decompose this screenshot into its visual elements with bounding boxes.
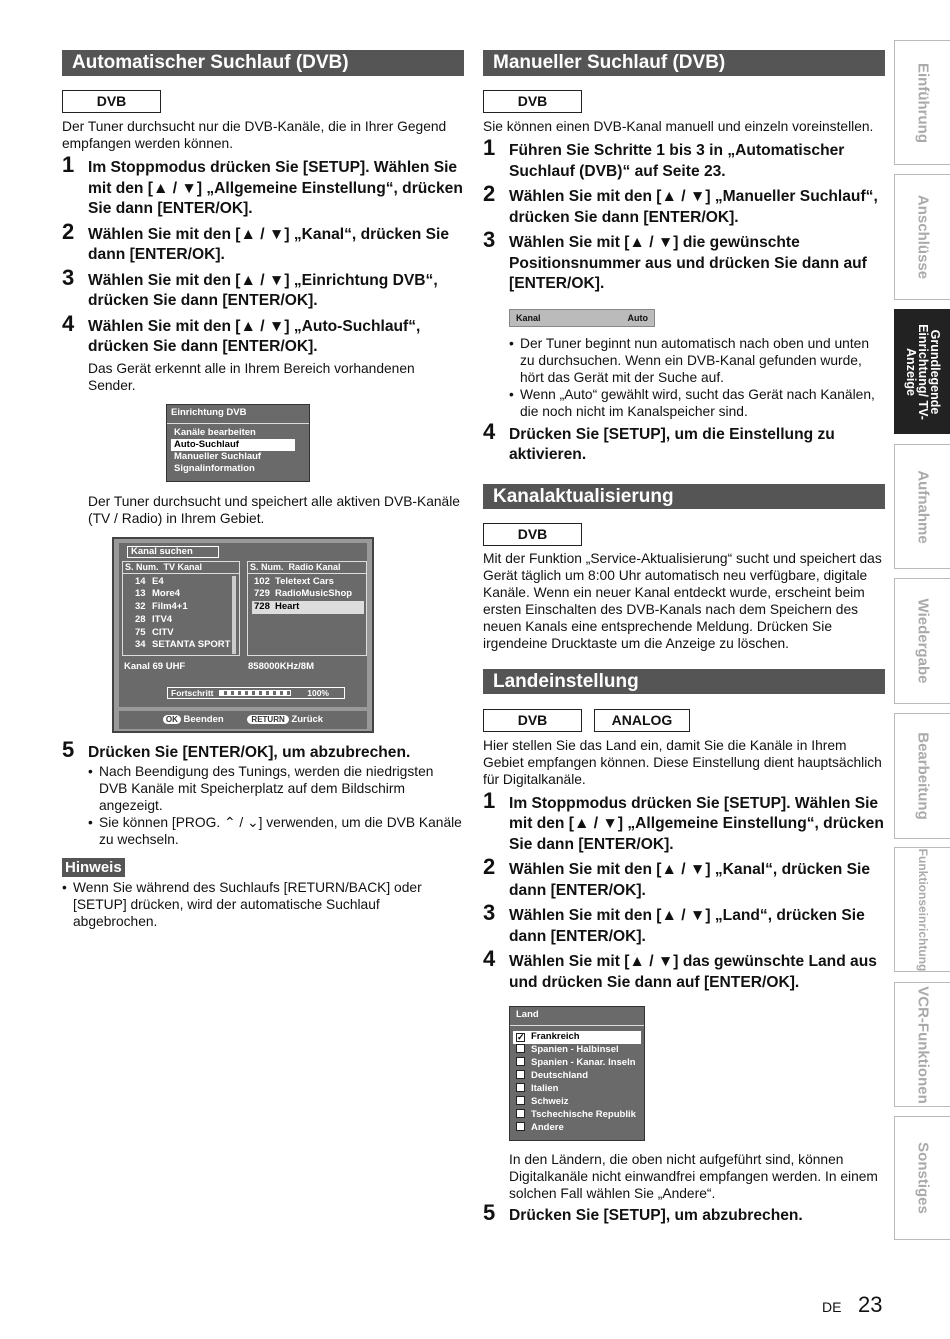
step-number: 2 — [483, 854, 496, 879]
checkbox-icon[interactable]: ✓ — [517, 1032, 525, 1042]
tv-scrollbar[interactable] — [232, 576, 236, 654]
country-options — [513, 1031, 641, 1135]
einrichtung-dvb-menu — [166, 404, 310, 482]
return-label: Zurück — [291, 713, 324, 725]
chapter-tab[interactable] — [894, 982, 950, 1107]
hinweis-text: • Wenn Sie während des Suchlaufs [RETURN/BACK] oder [SETUP] drücken, wird der automatische Suchlauf abgebrochen. — [62, 879, 464, 930]
step-text: Wählen Sie mit den [▲ / ▼] „Einrichtung DVB“, drücken Sie dann [ENTER/OK]. — [88, 271, 438, 309]
channel-number: 28 — [135, 613, 146, 625]
section-title-auto-scan: Automatischer Suchlauf (DVB) — [62, 50, 464, 76]
update-text: Mit der Funktion „Service-Aktualisierung“ sucht und speichert das Gerät täglich um 8:00 Uhr automatisch neu verfügbare, digitale Kanäle. Wenn ein neuer Kanal entdeckt wurde, erscheint beim ersten Einschalten des DVB-Kanals nach dem Speichern des neuen Kanals eine entsprechende Meldung. Drücken Sie irgendeine Drucktaste um die Anzeige zu löschen. — [483, 550, 882, 651]
chapter-tab-label: Grundlegende Einrichtung/ TV-Anzeige — [903, 323, 942, 420]
kanal-setting-bar[interactable] — [509, 309, 655, 327]
tv-header-label: TV Kanal — [163, 561, 203, 572]
step-text: Im Stoppmodus drücken Sie [SETUP]. Wählen Sie mit den [▲ / ▼] „Allgemeine Einstellung“, drücken Sie dann [ENTER/OK]. — [88, 159, 463, 217]
step-text: Wählen Sie mit [▲ / ▼] das gewünschte Land aus und drücken Sie dann auf [ENTER/OK]. — [509, 953, 877, 991]
country-name: Andere — [531, 1122, 564, 1133]
channel-number: 13 — [135, 588, 146, 600]
progress-bar — [219, 690, 291, 696]
dvb-tag: DVB — [483, 709, 582, 732]
menu-item-edit[interactable]: Kanäle bearbeiten — [174, 426, 256, 438]
tv-channel-row[interactable] — [135, 601, 239, 614]
scan-footer — [119, 711, 367, 729]
checkbox-icon[interactable] — [516, 1109, 525, 1118]
step-number: 1 — [62, 152, 75, 177]
tv-channel-rows — [123, 574, 239, 653]
chapter-tab[interactable] — [894, 578, 950, 704]
channel-name: Teletext Cars — [275, 575, 334, 587]
dvb-tag: DVB — [483, 90, 582, 113]
menu-item-auto-scan[interactable]: Auto-Suchlauf — [171, 439, 295, 451]
ok-button[interactable]: OK — [163, 715, 181, 724]
step-text: Drücken Sie [ENTER/OK], um abzubrechen. — [88, 743, 411, 761]
step-text: Drücken Sie [SETUP], um die Einstellung zu aktivieren. — [509, 425, 835, 463]
step-text: Wählen Sie mit den [▲ / ▼] „Kanal“, drücken Sie dann [ENTER/OK]. — [509, 861, 871, 899]
chapter-tab-label: Sonstiges — [914, 1142, 931, 1214]
step-1 — [62, 152, 464, 220]
tv-list — [122, 561, 240, 656]
analog-tag: ANALOG — [594, 709, 690, 732]
step-number: 2 — [483, 181, 496, 206]
scan-title: Kanal suchen — [127, 546, 219, 558]
country-option[interactable] — [513, 1057, 641, 1070]
country-option[interactable] — [513, 1096, 641, 1109]
step-number: 2 — [62, 218, 75, 244]
chapter-tab[interactable] — [894, 1116, 950, 1240]
tv-header-num: S. Num. — [125, 561, 159, 572]
manual-bullets — [509, 335, 885, 420]
channel-name: Film4+1 — [152, 601, 188, 613]
chapter-tab[interactable] — [894, 847, 950, 972]
country-option[interactable] — [513, 1031, 641, 1044]
bullet-item: • Nach Beendigung des Tunings, werden die niedrigsten DVB Kanäle mit Speicherplatz auf dem Bildschirm angezeigt. — [88, 763, 464, 814]
menu-item-manual-scan[interactable]: Manueller Suchlauf — [174, 450, 262, 462]
channel-name: ITV4 — [152, 613, 173, 625]
page-footer — [820, 1294, 890, 1318]
manual-intro: Sie können einen DVB-Kanal manuell und einzeln voreinstellen. — [483, 119, 874, 134]
step-number: 1 — [483, 135, 496, 160]
country-name: Italien — [531, 1083, 559, 1094]
return-button[interactable]: RETURN — [247, 715, 288, 724]
country-option[interactable] — [513, 1109, 641, 1122]
country-step-1 — [483, 787, 885, 856]
chapter-tab-label: Einführung — [914, 62, 931, 143]
channel-number: 34 — [135, 639, 146, 651]
step-number: 3 — [62, 264, 75, 290]
country-step-3 — [483, 900, 885, 947]
step-text: Wählen Sie mit [▲ / ▼] die gewünschte Positionsnummer aus und drücken Sie dann auf [ENTER/OK]. — [509, 234, 867, 292]
country-name: Spanien - Kanar. Inseln — [531, 1057, 636, 1068]
step-text: Wählen Sie mit den [▲ / ▼] „Land“, drücken Sie dann [ENTER/OK]. — [509, 907, 865, 945]
channel-number: 728 — [254, 601, 270, 613]
step-5 — [62, 736, 464, 764]
chapter-tab[interactable] — [894, 40, 950, 165]
chapter-tab-label: Funktionseinrichtung — [915, 848, 930, 971]
checkbox-icon[interactable] — [516, 1057, 525, 1066]
hinweis-bullets — [62, 879, 464, 930]
kanal-bar-label: Kanal — [516, 312, 541, 323]
step-5-bullets — [88, 763, 464, 848]
manual-step-3 — [483, 227, 885, 295]
step-text: Wählen Sie mit den [▲ / ▼] „Manueller Suchlauf“, drücken Sie dann [ENTER/OK]. — [509, 188, 878, 226]
menu-title: Einrichtung DVB — [171, 406, 247, 418]
step-4 — [62, 310, 464, 358]
country-step-5 — [483, 1200, 885, 1227]
country-name: Frankreich — [531, 1031, 580, 1042]
country-step-4 — [483, 946, 885, 993]
bullet-item: • Sie können [PROG. ⌃ / ⌄] verwenden, um die DVB Kanäle zu wechseln. — [88, 814, 464, 848]
dvb-tag: DVB — [483, 523, 582, 546]
left-column — [62, 50, 464, 930]
chapter-tab-label: Aufnahme — [914, 469, 931, 544]
dvb-tag: DVB — [62, 90, 161, 113]
country-menu — [509, 1006, 645, 1141]
hinweis-label: Hinweis — [62, 858, 125, 877]
tv-channel-row[interactable] — [135, 588, 239, 601]
country-intro: Hier stellen Sie das Land ein, damit Sie die Kanäle in Ihrem Gebiet empfangen können. Diese Einstellung dient hauptsächlich für Digitalkanäle. — [483, 737, 882, 787]
auto-intro: Der Tuner durchsucht nur die DVB-Kanäle, die in Ihrer Gegend empfangen werden können. — [62, 119, 447, 151]
step-number: 5 — [62, 736, 75, 762]
scan-screen-body — [119, 543, 367, 707]
channel-scan-screen — [112, 537, 374, 733]
bullet-item: • Der Tuner beginnt nun automatisch nach oben und unten zu durchsuchen. Wenn ein DVB-Kanal gefunden wurde, hört das Gerät mit der Suche auf. — [509, 335, 885, 386]
section-title-manual-scan: Manueller Suchlauf (DVB) — [483, 50, 885, 76]
channel-number: 102 — [254, 575, 270, 587]
step-3 — [62, 264, 464, 312]
step-number: 4 — [483, 418, 496, 444]
chapter-tab[interactable] — [894, 309, 950, 434]
step-number: 1 — [483, 787, 496, 813]
tv-channel-row[interactable] — [135, 639, 239, 652]
manual-step-4 — [483, 418, 885, 466]
radio-channel-row[interactable] — [252, 601, 364, 614]
checkbox-icon[interactable] — [516, 1096, 525, 1105]
tv-channel-row[interactable] — [135, 576, 239, 589]
ok-label: Beenden — [183, 713, 224, 725]
checkbox-icon[interactable] — [516, 1122, 525, 1131]
chapter-tab-label: Wiedergabe — [914, 598, 931, 684]
kanal-bar-value: Auto — [627, 312, 648, 323]
country-name: Tschechische Republik — [531, 1109, 636, 1120]
country-name: Spanien - Halbinsel — [531, 1044, 619, 1055]
tv-channel-row[interactable] — [135, 614, 239, 627]
country-name: Schweiz — [531, 1096, 569, 1107]
step-text: Drücken Sie [SETUP], um abzubrechen. — [509, 1207, 803, 1224]
country-option[interactable] — [513, 1070, 641, 1083]
radio-channel-rows — [248, 574, 366, 614]
step-text: Wählen Sie mit den [▲ / ▼] „Kanal“, drücken Sie dann [ENTER/OK]. — [88, 225, 450, 263]
progress-label: Fortschritt — [171, 687, 214, 698]
chapter-tab[interactable] — [894, 713, 950, 839]
manual-step-1 — [483, 135, 885, 182]
tv-channel-row[interactable] — [135, 627, 239, 640]
step-number: 3 — [483, 227, 496, 252]
checkbox-icon[interactable] — [516, 1044, 525, 1053]
radio-list — [247, 561, 367, 656]
chapter-tab[interactable] — [894, 444, 950, 569]
step-4-note: Das Gerät erkennt alle in Ihrem Bereich vorhandenen Sender. — [88, 360, 415, 393]
scan-channel-info: Kanal 69 UHF — [124, 660, 186, 672]
radio-channel-row[interactable] — [252, 576, 364, 589]
channel-name: SETANTA SPORT — [152, 639, 231, 651]
country-after-text: In den Ländern, die oben nicht aufgeführt sind, können Digitalkanäle nicht einwandfrei empfangen werden. In einem solchen Fall wählen Sie „Andere“. — [509, 1152, 878, 1201]
right-column — [483, 50, 885, 1227]
section-title-country: Landeinstellung — [483, 669, 885, 694]
step-text: Im Stoppmodus drücken Sie [SETUP]. Wählen Sie mit den [▲ / ▼] „Allgemeine Einstellung“, drücken Sie dann [ENTER/OK]. — [509, 794, 884, 853]
progress-value: 100% — [307, 687, 329, 698]
manual-step-2 — [483, 181, 885, 228]
after-menu-text: Der Tuner durchsucht und speichert alle aktiven DVB-Kanäle (TV / Radio) in Ihrem Gebiet. — [88, 493, 460, 526]
step-number: 4 — [62, 310, 75, 336]
channel-number: 14 — [135, 575, 146, 587]
step-text: Führen Sie Schritte 1 bis 3 in „Automatischer Suchlauf (DVB)“ auf Seite 23. — [509, 142, 845, 180]
channel-name: Heart — [275, 601, 300, 613]
chapter-tab-label: Anschlüsse — [914, 194, 931, 280]
radio-header-num: S. Num. — [250, 561, 284, 572]
channel-name: CITV — [152, 626, 174, 638]
step-text: Wählen Sie mit den [▲ / ▼] „Auto-Suchlauf“, drücken Sie dann [ENTER/OK]. — [88, 317, 421, 355]
chapter-tab-label: Bearbeitung — [914, 732, 931, 820]
channel-number: 729 — [254, 588, 270, 600]
menu-item-signal-info[interactable]: Signalinformation — [174, 462, 255, 474]
page-number: 23 — [858, 1292, 883, 1317]
country-option[interactable] — [513, 1083, 641, 1096]
scan-frequency: 858000KHz/8M — [248, 660, 315, 672]
country-name: Deutschland — [531, 1070, 589, 1081]
step-number: 4 — [483, 946, 496, 971]
radio-channel-row[interactable] — [252, 588, 364, 601]
country-menu-title: Land — [516, 1009, 539, 1020]
country-option[interactable] — [513, 1122, 641, 1135]
step-number: 3 — [483, 900, 496, 925]
scan-progress — [167, 687, 345, 699]
checkbox-icon[interactable] — [516, 1083, 525, 1092]
checkbox-icon[interactable] — [516, 1070, 525, 1079]
radio-header-label: Radio Kanal — [288, 561, 341, 572]
country-step-2 — [483, 854, 885, 901]
chapter-tab[interactable] — [894, 174, 950, 300]
country-option[interactable] — [513, 1044, 641, 1057]
channel-number: 75 — [135, 626, 146, 638]
bullet-item: • Wenn „Auto“ gewählt wird, sucht das Gerät nach Kanälen, die noch nicht im Kanalspeicher sind. — [509, 386, 885, 420]
channel-name: E4 — [152, 575, 164, 587]
step-number: 5 — [483, 1200, 496, 1225]
channel-number: 32 — [135, 601, 146, 613]
channel-name: RadioMusicShop — [275, 588, 353, 600]
section-title-channel-update: Kanalaktualisierung — [483, 484, 885, 509]
channel-name: More4 — [152, 588, 180, 600]
step-2 — [62, 218, 464, 266]
chapter-tab-label: VCR-Funktionen — [914, 985, 931, 1104]
language-code: DE — [822, 1299, 842, 1315]
